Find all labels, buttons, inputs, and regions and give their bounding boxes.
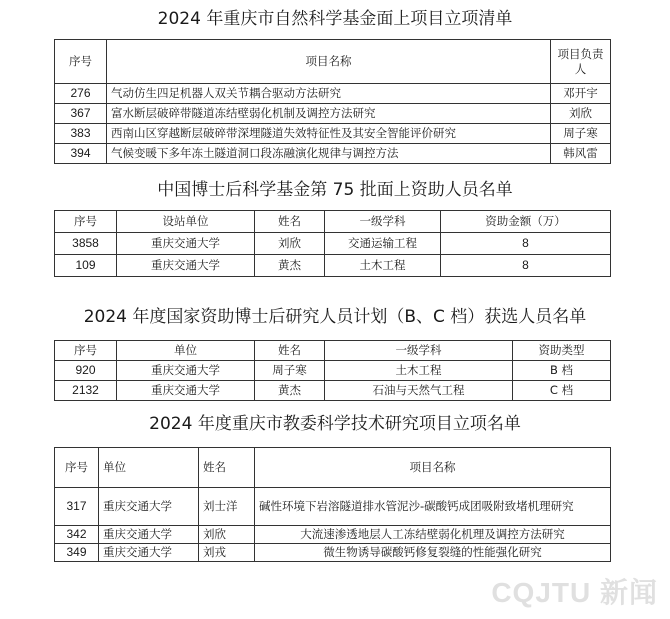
cell-seq: 394 [55,144,107,164]
header-cell: 姓名 [199,448,255,488]
cell-project: 气动仿生四足机器人双关节耦合驱动方法研究 [107,84,551,104]
education-commission-table [54,447,611,562]
cell-leader: 刘欣 [551,104,611,124]
cell-leader: 韩风雷 [551,144,611,164]
header-cell: 一级学科 [325,211,441,233]
cell-project: 大流速渗透地层人工冻结壁弱化机理及调控方法研究 [255,526,611,544]
cell-seq: 383 [55,124,107,144]
cell-project: 微生物诱导碳酸钙修复裂缝的性能强化研究 [255,544,611,562]
cell-seq: 367 [55,104,107,124]
cell-leader: 邓开宇 [551,84,611,104]
cell-seq: 2132 [55,381,117,401]
cell-seq: 109 [55,255,117,277]
table-row [55,544,611,562]
table3-title: 2024 年度国家资助博士后研究人员计划（B、C 档）获选人员名单 [83,307,587,327]
cell-unit: 重庆交通大学 [117,233,255,255]
postdoc-fund-table [54,210,611,277]
cell-unit: 重庆交通大学 [117,361,255,381]
cell-seq: 276 [55,84,107,104]
header-cell: 项目负责人 [551,40,611,84]
table2-title: 中国博士后科学基金第 75 批面上资助人员名单 [157,180,513,200]
cell-amount: 8 [441,233,611,255]
cell-unit: 重庆交通大学 [117,381,255,401]
table-row [55,488,611,526]
postdoc-program-table [54,340,611,401]
header-cell: 一级学科 [325,341,513,361]
watermark-logo: CQJTU 新闻 [491,577,658,608]
cell-seq: 3858 [55,233,117,255]
cell-unit: 重庆交通大学 [99,544,199,562]
cell-name: 周子寒 [255,361,325,381]
cell-name: 黄杰 [255,255,325,277]
cell-leader: 周子寒 [551,124,611,144]
cell-project: 西南山区穿越断层破碎带深埋隧道失效特征性及其安全智能评价研究 [107,124,551,144]
header-cell: 设站单位 [117,211,255,233]
cell-project: 碱性环境下岩溶隧道排水管泥沙-碳酸钙成团吸附致堵机理研究 [255,488,611,526]
table-row [55,144,611,164]
cell-amount: 8 [441,255,611,277]
cell-seq: 349 [55,544,99,562]
cell-discipline: 土木工程 [325,361,513,381]
cell-name: 刘欣 [199,526,255,544]
header-cell: 单位 [99,448,199,488]
cell-unit: 重庆交通大学 [99,488,199,526]
table-row [55,361,611,381]
header-cell: 项目名称 [255,448,611,488]
header-cell: 单位 [117,341,255,361]
cell-discipline: 土木工程 [325,255,441,277]
cell-type: C 档 [513,381,611,401]
table-row [55,124,611,144]
header-cell: 序号 [55,211,117,233]
header-cell: 姓名 [255,341,325,361]
header-cell: 序号 [55,448,99,488]
header-cell: 序号 [55,341,117,361]
cell-unit: 重庆交通大学 [99,526,199,544]
header-cell: 资助金额（万） [441,211,611,233]
table-row [55,84,611,104]
header-cell: 姓名 [255,211,325,233]
cell-seq: 920 [55,361,117,381]
header-cell: 资助类型 [513,341,611,361]
table-row [55,104,611,124]
table-row [55,233,611,255]
cell-name: 刘欣 [255,233,325,255]
cell-name: 刘戎 [199,544,255,562]
header-cell: 序号 [55,40,107,84]
cell-name: 黄杰 [255,381,325,401]
cell-project: 富水断层破碎带隧道冻结壁弱化机制及调控方法研究 [107,104,551,124]
cell-seq: 342 [55,526,99,544]
table-row [55,526,611,544]
cell-project: 气候变暖下多年冻土隧道洞口段冻融演化规律与调控方法 [107,144,551,164]
table4-title: 2024 年度重庆市教委科学技术研究项目立项名单 [149,414,521,434]
cell-discipline: 石油与天然气工程 [325,381,513,401]
cell-type: B 档 [513,361,611,381]
table-row [55,255,611,277]
table-row [55,381,611,401]
cell-unit: 重庆交通大学 [117,255,255,277]
cell-discipline: 交通运输工程 [325,233,441,255]
natural-science-fund-table [54,39,611,164]
cell-name: 刘士洋 [199,488,255,526]
table1-title: 2024 年重庆市自然科学基金面上项目立项清单 [157,9,513,29]
cell-seq: 317 [55,488,99,526]
header-cell: 项目名称 [107,40,551,84]
